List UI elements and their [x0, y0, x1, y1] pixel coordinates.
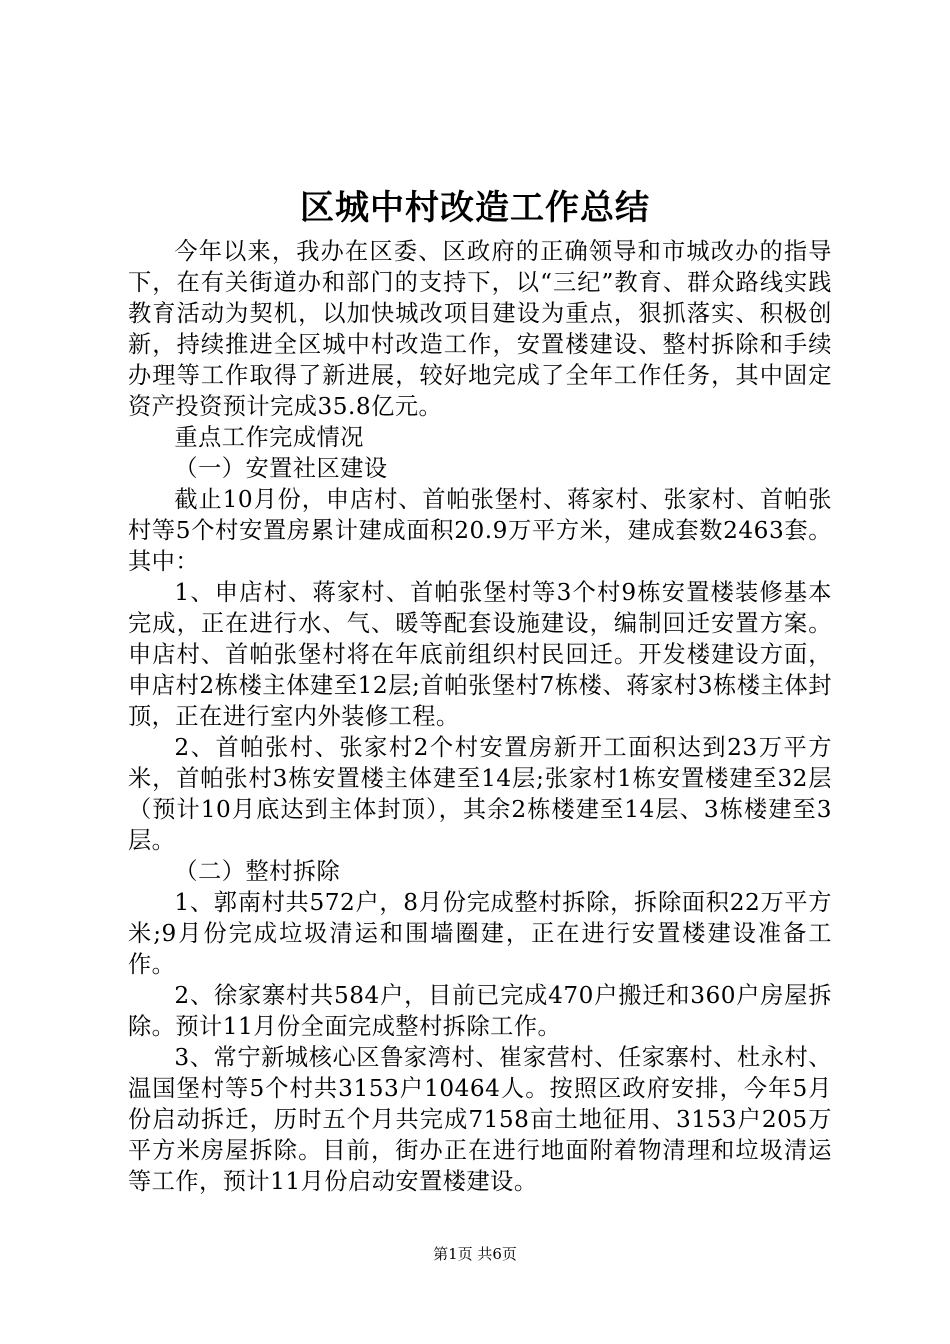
- intro-paragraph: 今年以来，我办在区委、区政府的正确领导和市城改办的指导下，在有关街道办和部门的支持下，以“三纪”教育、群众路线实践教育活动为契机，以加快城改项目建设为重点，狠抓落实、积极创新，持续推进全区城中村改造工作，安置楼建设、整村拆除和手续办理等工作取得了新进展，较好地完成了全年工作任务，其中固定资产投资预计完成35.8亿元。: [128, 238, 832, 420]
- demolition-item-2: 2、徐家寨村共584户，目前已完成470户搬迁和360户房屋拆除。预计11月份全面完成整村拆除工作。: [128, 982, 832, 1040]
- subsection-heading-resettlement: （一）安置社区建设: [174, 455, 388, 482]
- resettlement-item-1: 1、申店村、蒋家村、首帕张堡村等3个村9栋安置楼装修基本完成，正在进行水、气、暖等配套设施建设，编制回迁安置方案。申店村、首帕张堡村将在年底前组织村民回迁。开发楼建设方面，申店村2栋楼主体建至12层;首帕张堡村7栋楼、蒋家村3栋楼主体封顶，正在进行室内外装修工程。: [128, 579, 832, 730]
- resettlement-summary-paragraph: 截止10月份，申店村、首帕张堡村、蒋家村、张家村、首帕张村等5个村安置房累计建成面积20.9万平方米，建成套数2463套。其中：: [128, 486, 832, 575]
- resettlement-item-2: 2、首帕张村、张家村2个村安置房新开工面积达到23万平方米，首帕张村3栋安置楼主体建至14层;张家村1栋安置楼建至32层（预计10月底达到主体封顶），其余2栋楼建至14层、3栋楼建至3层。: [128, 734, 832, 854]
- document-body: [128, 236, 832, 1197]
- section-heading: 重点工作完成情况: [174, 424, 364, 451]
- subsection-heading-demolition: （二）整村拆除: [174, 858, 341, 885]
- demolition-item-1: 1、郭南村共572户，8月份完成整村拆除，拆除面积22万平方米;9月份完成垃圾清运和围墙圈建，正在进行安置楼建设准备工作。: [128, 889, 832, 978]
- page-number-footer: 第1页 共6页: [433, 1245, 517, 1263]
- demolition-item-3: 3、常宁新城核心区鲁家湾村、崔家营村、任家寨村、杜永村、温国堡村等5个村共3153户10464人。按照区政府安排，今年5月份启动拆迁，历时五个月共完成7158亩土地征用、3153户205万平方米房屋拆除。目前，街办正在进行地面附着物清理和垃圾清运等工作，预计11月份启动安置楼建设。: [128, 1044, 832, 1195]
- document-title: 区城中村改造工作总结: [300, 188, 650, 228]
